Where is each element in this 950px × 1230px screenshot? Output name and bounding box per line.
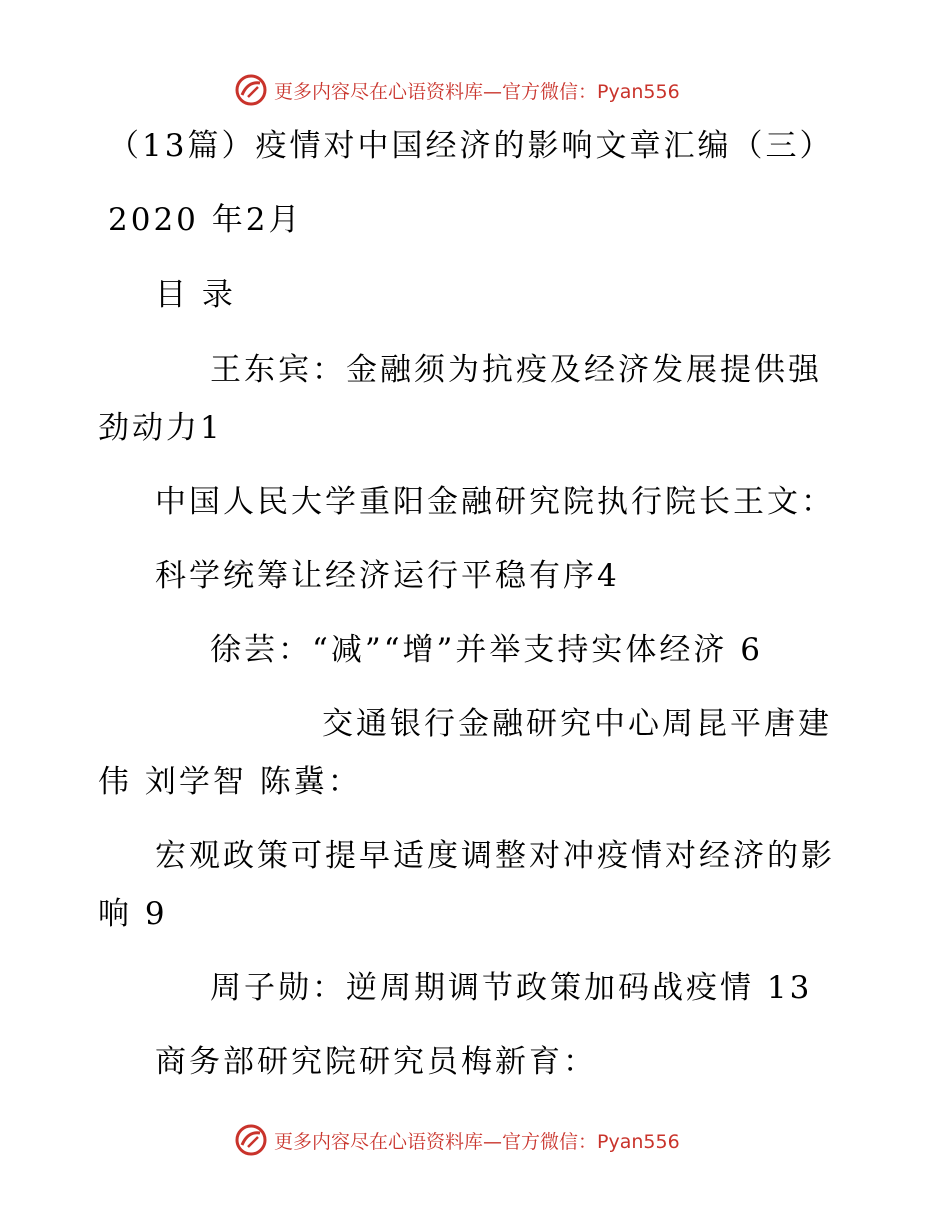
watermark-text: 更多内容尽在心语资料库—官方微信：Pyan556	[274, 80, 680, 103]
toc-entry-line: 交通银行金融研究中心周昆平唐建	[322, 706, 832, 742]
toc-entry-line: 中国人民大学重阳金融研究院执行院长王文：	[155, 484, 835, 520]
document-date: 2020 年2月	[108, 202, 303, 238]
brand-logo-icon	[234, 73, 268, 107]
toc-entry-line: 周子勋：逆周期调节政策加码战疫情 13	[210, 970, 813, 1006]
document-title: （13篇）疫情对中国经济的影响文章汇编（三）	[108, 128, 834, 164]
toc-entry-line: 伟 刘学智 陈冀：	[98, 764, 362, 800]
toc-entry-line: 宏观政策可提早适度调整对冲疫情对经济的影	[155, 838, 835, 874]
watermark-banner-top	[234, 70, 680, 110]
toc-entry-line: 徐芸：“减”“增”并举支持实体经济 6	[210, 632, 763, 668]
toc-entry-line: 商务部研究院研究员梅新育：	[155, 1044, 597, 1080]
toc-entry-line: 王东宾：金融须为抗疫及经济发展提供强	[210, 352, 822, 388]
toc-entry-line: 响 9	[98, 896, 168, 932]
watermark-banner-bottom	[234, 1120, 680, 1160]
brand-logo-icon	[234, 1123, 268, 1157]
toc-entry-line: 科学统筹让经济运行平稳有序4	[155, 558, 620, 594]
watermark-text: 更多内容尽在心语资料库—官方微信：Pyan556	[274, 1130, 680, 1153]
toc-entry-line: 劲动力1	[98, 410, 223, 446]
toc-heading: 目 录	[155, 277, 236, 313]
